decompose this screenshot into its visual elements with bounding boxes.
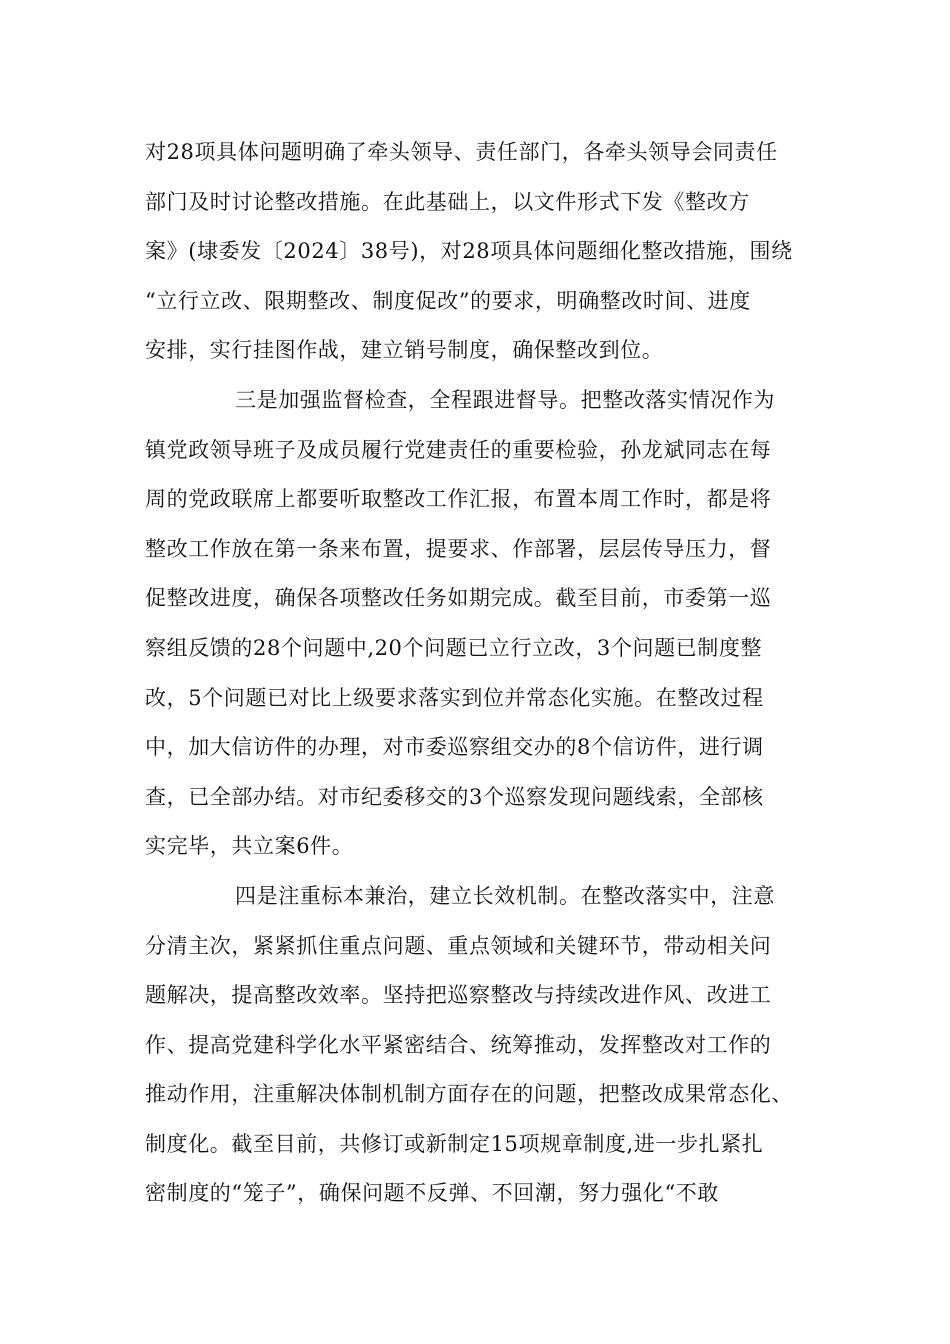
paragraph-2 — [145, 376, 815, 872]
text-line: “立行立改、限期整改、制度促改”的要求，明确整改时间、进度 — [145, 288, 751, 313]
text-line: 镇党政领导班子及成员履行党建责任的重要检验，孙龙斌同志在每 — [145, 437, 772, 462]
text-line: 促整改进度，确保各项整改任务如期完成。截至目前，市委第一巡 — [145, 586, 772, 611]
paragraph-3 — [145, 872, 815, 1219]
text-line: 题解决，提高整改效率。坚持把巡察整改与持续改进作风、改进工 — [145, 983, 772, 1008]
text-line: 密制度的“笼子”，确保问题不反弹、不回潮，努力强化“不敢 — [145, 1181, 720, 1206]
text-line: 制度化。截至目前，共修订或新制定15项规章制度,进一步扎紧扎 — [145, 1131, 764, 1156]
text-line: 对28项具体问题明确了牵头领导、责任部门，各牵头领导会同责任 — [145, 140, 778, 164]
text-line: 案》(埭委发〔2024〕38号)，对28项具体问题细化整改措施，围绕 — [145, 239, 793, 264]
text-line: 四是注重标本兼治，建立长效机制。在整改落实中，注意 — [235, 883, 775, 908]
text-line: 部门及时讨论整改措施。在此基础上，以文件形式下发《整改方 — [145, 189, 750, 214]
document-body — [145, 128, 815, 1219]
text-line: 整改工作放在第一条来布置，提要求、作部署，层层传导压力，督 — [145, 536, 772, 561]
text-line: 查，已全部办结。对市纪委移交的3个巡察发现问题线索，全部核 — [145, 784, 764, 809]
text-line: 实完毕，共立案6件。 — [145, 834, 354, 859]
text-line: 三是加强监督检查，全程跟进督导。把整改落实情况作为 — [235, 387, 775, 412]
text-line: 周的党政联席上都要听取整改工作汇报，布置本周工作时，都是将 — [145, 487, 772, 512]
paragraph-1 — [145, 128, 815, 376]
text-line: 推动作用，注重解决体制机制方面存在的问题，把整改成果常态化、 — [145, 1082, 793, 1107]
text-line: 改，5个问题已对比上级要求落实到位并常态化实施。在整改过程 — [145, 685, 764, 710]
text-line: 作、提高党建科学化水平紧密结合、统筹推动，发挥整改对工作的 — [145, 1032, 772, 1057]
text-line: 察组反馈的28个问题中,20个问题已立行立改，3个问题已制度整 — [145, 635, 763, 660]
text-line: 安排，实行挂图作战，建立销号制度，确保整改到位。 — [145, 338, 664, 363]
text-line: 中，加大信访件的办理，对市委巡察组交办的8个信访件，进行调 — [145, 735, 764, 760]
text-line: 分清主次，紧紧抓住重点问题、重点领域和关键环节，带动相关问 — [145, 933, 772, 958]
